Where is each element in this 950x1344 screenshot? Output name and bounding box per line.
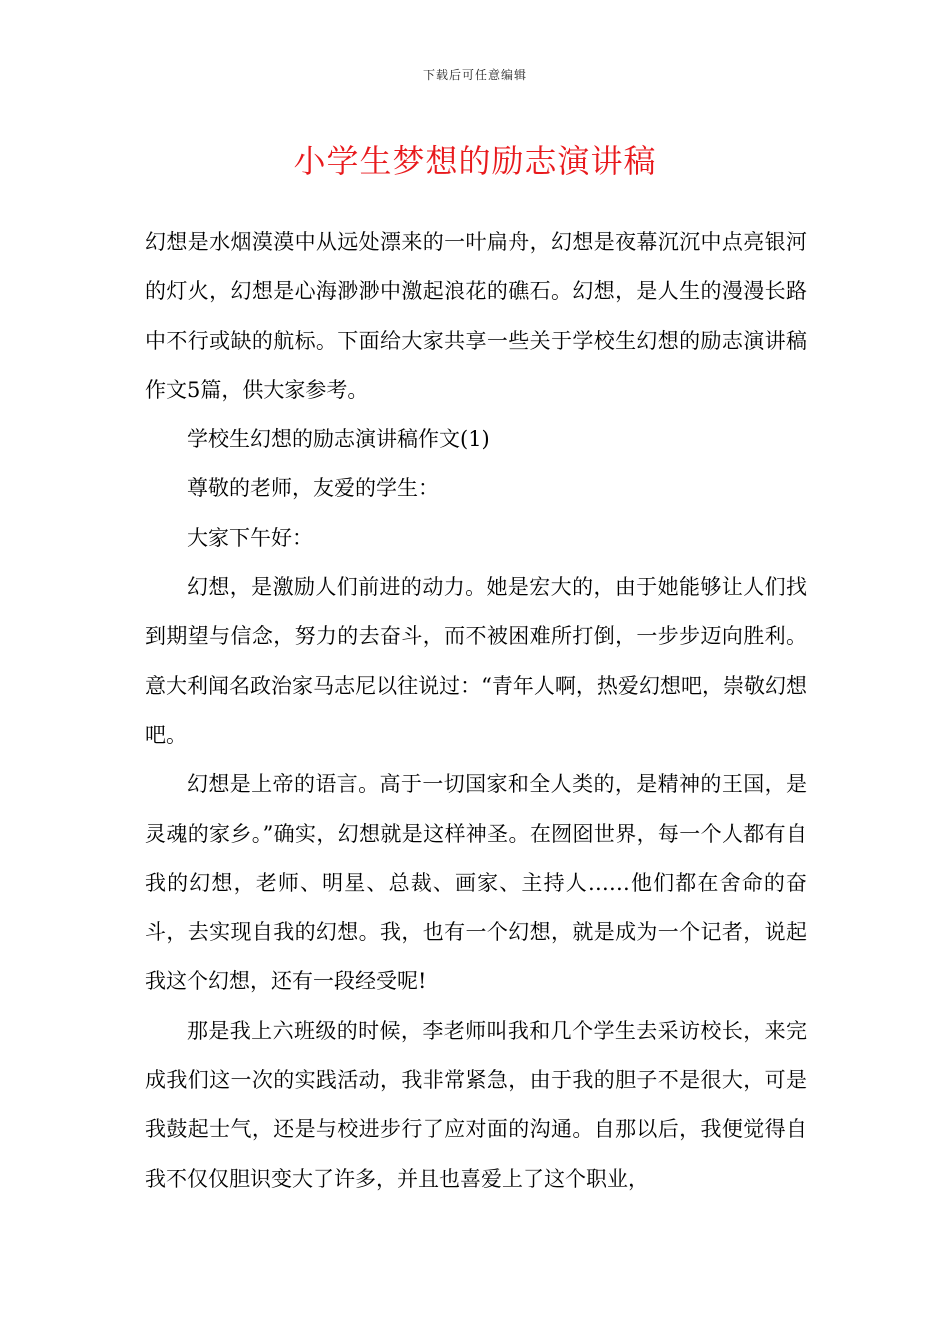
- paragraph-body: 那是我上六班级的时候，李老师叫我和几个学生去采访校长，来完成我们这一次的实践活动，我非常紧急，由于我的胆子不是很大，可是我鼓起士气，还是与校进步行了应对面的沟通。自那以后，我便觉得自我不仅仅胆识变大了许多，并且也喜爱上了这个职业，: [145, 1018, 807, 1191]
- document-body: [145, 218, 807, 1204]
- document-title: 小学生梦想的励志演讲稿: [293, 142, 657, 180]
- paragraph-greeting: 大家下午好：: [187, 525, 313, 550]
- paragraph-intro: 幻想是水烟漠漠中从远处漂来的一叶扁舟，幻想是夜幕沉沉中点亮银河的灯火，幻想是心海渺渺中激起浪花的礁石。幻想，是人生的漫漫长路中不行或缺的航标。下面给大家共享一些关于学校生幻想的励志演讲稿作文5篇，供大家参考。: [145, 230, 807, 402]
- header-note: 下载后可任意编辑: [422, 68, 527, 82]
- paragraph-body: 幻想，是激励人们前进的动力。她是宏大的，由于她能够让人们找到期望与信念，努力的去奋斗，而不被困难所打倒，一步步迈向胜利。意大利闻名政治家马志尼以往说过：“青年人啊，热爱幻想吧，崇敬幻想吧。: [145, 575, 807, 747]
- paragraph-body: 幻想是上帝的语言。高于一切国家和全人类的，是精神的王国，是灵魂的家乡。”确实，幻想就是这样神圣。在囫囵世界，每一个人都有自我的幻想，老师、明星、总裁、画家、主持人……他们都在舍命的奋斗，去实现自我的幻想。我，也有一个幻想，就是成为一个记者，说起我这个幻想，还有一段经受呢!: [145, 772, 807, 994]
- paragraph-salutation: 尊敬的老师，友爱的学生：: [187, 476, 439, 501]
- paragraph-essay-heading: 学校生幻想的励志演讲稿作文(1): [187, 427, 490, 452]
